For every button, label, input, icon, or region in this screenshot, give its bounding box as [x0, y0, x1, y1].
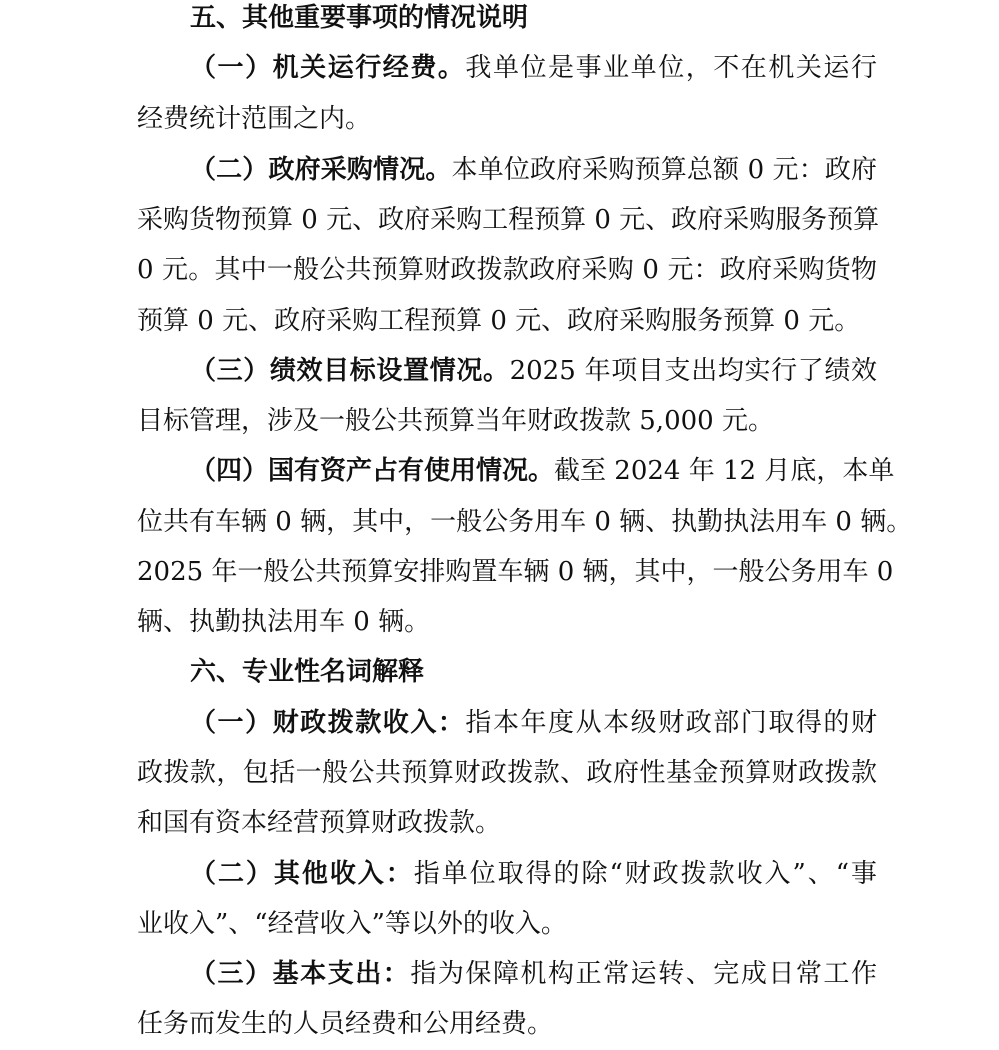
- item-title: （四）国有资产占有使用情况。: [190, 456, 555, 486]
- item-title: （三）基本支出：: [190, 959, 411, 989]
- paragraph-text: 本单位政府采购预算总额 0 元：政府: [451, 155, 877, 185]
- paragraph-text: 指为保障机构正常运转、完成日常工作: [410, 959, 877, 989]
- paragraph-line: [190, 698, 877, 749]
- paragraph-text: 我单位是事业单位，不在机关运行: [465, 53, 877, 83]
- item-title: （二）政府采购情况。: [190, 155, 452, 185]
- paragraph-text: 指单位取得的除“财政拨款收入”、“事: [413, 859, 877, 889]
- paragraph-line: [190, 849, 877, 900]
- paragraph-line: 采购货物预算 0 元、政府采购工程预算 0 元、政府采购服务预算: [137, 205, 880, 235]
- paragraph-line: 业收入”、“经营收入”等以外的收入。: [137, 909, 567, 939]
- item-title: （一）机关运行经费。: [190, 53, 466, 83]
- paragraph-line: [190, 949, 877, 1000]
- paragraph-text: 指本年度从本级财政部门取得的财: [465, 708, 877, 738]
- paragraph-text: 2025 年项目支出均实行了绩效: [509, 356, 877, 386]
- paragraph-line: [190, 43, 877, 94]
- section-heading: 六、专业性名词解释: [190, 657, 425, 687]
- item-title: （二）其他收入：: [190, 859, 414, 889]
- paragraph-line: 经费统计范围之内。: [137, 104, 372, 134]
- paragraph-line: [190, 446, 895, 497]
- paragraph-line: [190, 145, 877, 196]
- paragraph-text: 截至 2024 年 12 月底，本单: [554, 456, 895, 486]
- paragraph-line: 辆、执勤执法用车 0 辆。: [137, 607, 431, 637]
- item-title: （三）绩效目标设置情况。: [190, 356, 510, 386]
- paragraph-line: 2025 年一般公共预算安排购置车辆 0 辆，其中，一般公务用车 0: [137, 557, 894, 587]
- paragraph-line: [190, 346, 877, 397]
- paragraph-line: 目标管理，涉及一般公共预算当年财政拨款 5,000 元。: [137, 406, 774, 436]
- paragraph-line: 和国有资本经营预算财政拨款。: [137, 808, 502, 838]
- paragraph-line: 任务而发生的人员经费和公用经费。: [137, 1009, 554, 1039]
- paragraph-line: 预算 0 元、政府采购工程预算 0 元、政府采购服务预算 0 元。: [137, 306, 861, 336]
- paragraph-line: 0 元。其中一般公共预算财政拨款政府采购 0 元：政府采购货物: [137, 255, 877, 285]
- paragraph-line: 政拨款，包括一般公共预算财政拨款、政府性基金预算财政拨款: [137, 758, 877, 788]
- section-heading: 五、其他重要事项的情况说明: [190, 3, 529, 33]
- item-title: （一）财政拨款收入：: [190, 708, 466, 738]
- paragraph-line: 位共有车辆 0 辆，其中，一般公务用车 0 辆、执勤执法用车 0 辆。: [137, 507, 913, 537]
